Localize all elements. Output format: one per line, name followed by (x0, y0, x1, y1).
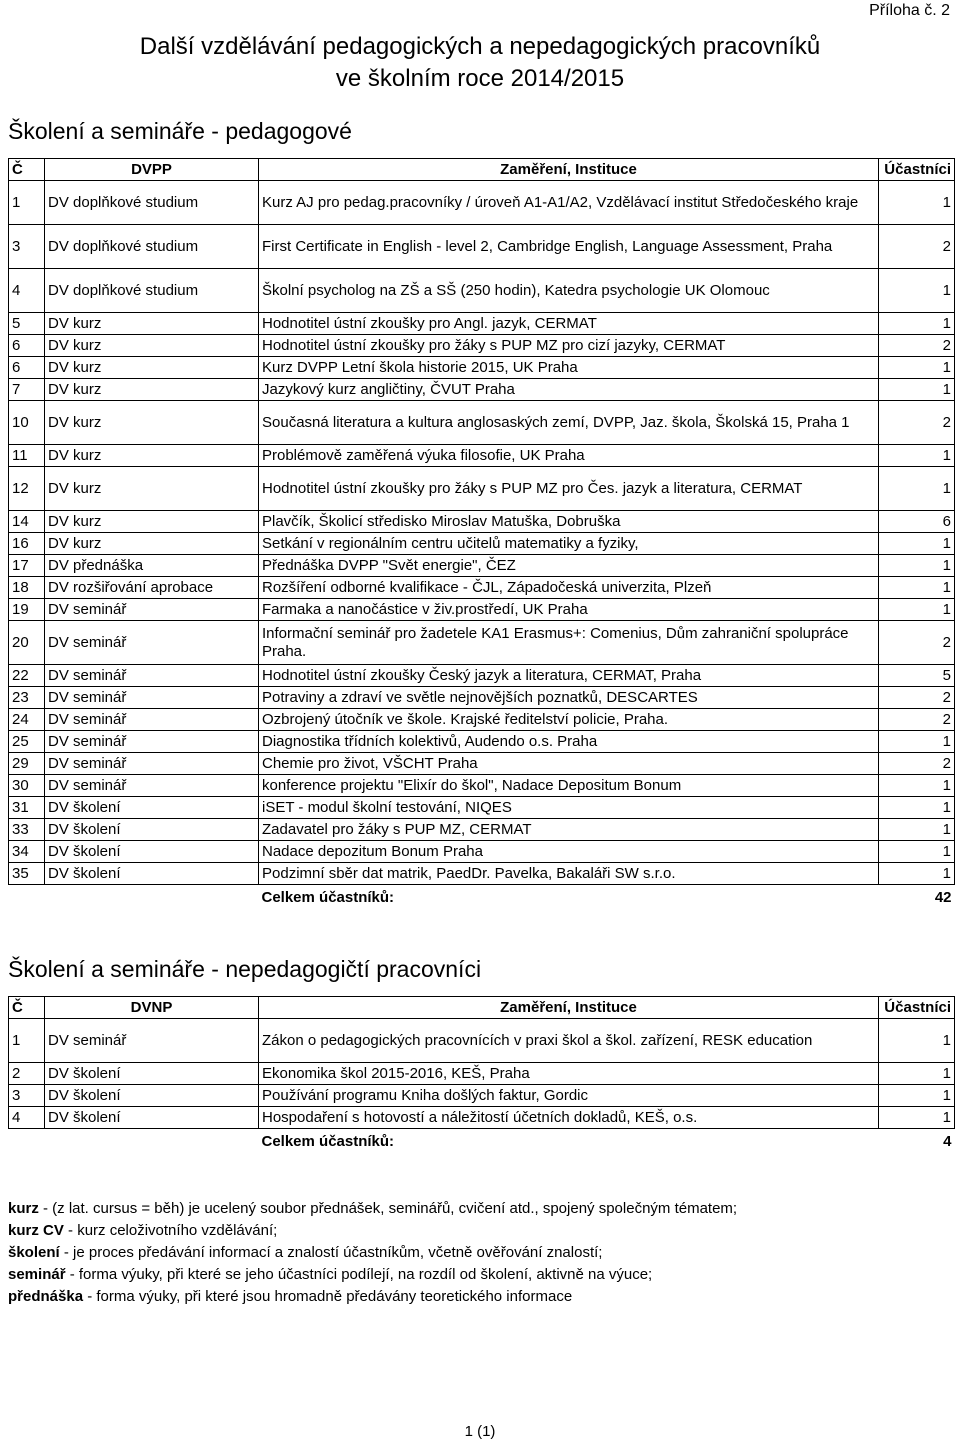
table-row (9, 753, 955, 775)
row-participants: 1 (879, 467, 955, 511)
column-header: Zaměření, Instituce (259, 159, 879, 181)
row-number: 3 (9, 1085, 45, 1107)
row-type: DV školení (45, 841, 259, 863)
legend-item (8, 1200, 737, 1217)
row-participants: 1 (879, 863, 955, 885)
row-type: DV kurz (45, 313, 259, 335)
row-number: 1 (9, 1019, 45, 1063)
row-type: DV seminář (45, 709, 259, 731)
row-number: 33 (9, 819, 45, 841)
table-row (9, 313, 955, 335)
legend-term: přednáška (8, 1288, 84, 1305)
row-number: 7 (9, 379, 45, 401)
row-description: Školní psycholog na ZŠ a SŠ (250 hodin), Katedra psychologie UK Olomouc (259, 269, 879, 313)
legend-text: - kurz celoživotního vzdělávání; (63, 1222, 278, 1239)
row-type: DV rozšiřování aprobace (45, 577, 259, 599)
legend-text: - je proces předávání informací a znalostí účastníkům, včetně ověřování znalostí; (59, 1244, 603, 1261)
row-number: 17 (9, 555, 45, 577)
row-type: DV školení (45, 1063, 259, 1085)
row-type: DV seminář (45, 621, 259, 665)
column-header: Č (9, 159, 45, 181)
row-number: 6 (9, 357, 45, 379)
row-description: Používání programu Kniha došlých faktur, Gordic (259, 1085, 879, 1107)
row-type: DV seminář (45, 731, 259, 753)
row-number: 11 (9, 445, 45, 467)
section-title-non-pedagogues: Školení a semináře - nepedagogičtí pracovníci (8, 956, 482, 982)
row-participants: 1 (879, 577, 955, 599)
table-row (9, 379, 955, 401)
row-description: Setkání v regionálním centru učitelů matematiky a fyziky, (259, 533, 879, 555)
row-type: DV přednáška (45, 555, 259, 577)
column-header: Č (9, 997, 45, 1019)
table-row (9, 533, 955, 555)
row-description: Hodnotitel ústní zkoušky pro žáky s PUP MZ pro cizí jazyky, CERMAT (259, 335, 879, 357)
legend-term: kurz (8, 1200, 39, 1217)
total-value: 42 (934, 888, 952, 906)
row-type: DV kurz (45, 401, 259, 445)
row-description: Plavčík, Školicí středisko Miroslav Matuška, Dobruška (259, 511, 879, 533)
row-participants: 1 (879, 445, 955, 467)
total-row (9, 1129, 955, 1155)
row-participants: 1 (879, 181, 955, 225)
row-description: Informační seminář pro žadetele KA1 Erasmus+: Comenius, Dům zahraniční spolupráce Praha. (259, 621, 879, 665)
row-number: 25 (9, 731, 45, 753)
row-description: Problémově zaměřená výuka filosofie, UK Praha (259, 445, 879, 467)
total-label: Celkem účastníků: (261, 1132, 395, 1150)
total-value: 4 (943, 1132, 952, 1150)
row-participants: 1 (879, 797, 955, 819)
row-participants: 2 (879, 335, 955, 357)
legend-item (8, 1222, 277, 1239)
row-participants: 6 (879, 511, 955, 533)
row-participants: 1 (879, 269, 955, 313)
document-title-line1: Další vzdělávání pedagogických a nepedagogických pracovníků (139, 33, 821, 60)
row-participants: 1 (879, 775, 955, 797)
row-type: DV školení (45, 1107, 259, 1129)
row-type: DV seminář (45, 1019, 259, 1063)
table-row (9, 621, 955, 665)
table-row (9, 1019, 955, 1063)
table-row (9, 819, 955, 841)
row-participants: 2 (879, 621, 955, 665)
row-type: DV kurz (45, 335, 259, 357)
row-type: DV školení (45, 819, 259, 841)
row-description: Ekonomika škol 2015-2016, KEŠ, Praha (259, 1063, 879, 1085)
section-title-pedagogues: Školení a semináře - pedagogové (8, 118, 352, 144)
row-type: DV kurz (45, 357, 259, 379)
row-participants: 1 (879, 555, 955, 577)
row-number: 34 (9, 841, 45, 863)
row-description: iSET - modul školní testování, NIQES (259, 797, 879, 819)
row-number: 10 (9, 401, 45, 445)
row-description: Ozbrojený útočník ve škole. Krajské ředitelství policie, Praha. (259, 709, 879, 731)
legend-item (8, 1266, 652, 1283)
row-type: DV seminář (45, 599, 259, 621)
row-participants: 2 (879, 753, 955, 775)
column-header: Účastníci (879, 159, 955, 181)
row-participants: 1 (879, 357, 955, 379)
table-row (9, 731, 955, 753)
row-number: 2 (9, 1063, 45, 1085)
legend-text: - forma výuky, při které jsou hromadně předávány teoretického informace (83, 1288, 573, 1305)
row-type: DV školení (45, 1085, 259, 1107)
row-number: 31 (9, 797, 45, 819)
table-row (9, 401, 955, 445)
table-row (9, 269, 955, 313)
row-description: Hospodaření s hotovostí a náležitostí účetních dokladů, KEŠ, o.s. (259, 1107, 879, 1129)
row-description: Hodnotitel ústní zkoušky pro žáky s PUP MZ pro Čes. jazyk a literatura, CERMAT (259, 467, 879, 511)
row-type: DV seminář (45, 687, 259, 709)
row-participants: 2 (879, 225, 955, 269)
row-type: DV doplňkové studium (45, 181, 259, 225)
row-participants: 1 (879, 379, 955, 401)
row-number: 16 (9, 533, 45, 555)
row-number: 3 (9, 225, 45, 269)
row-participants: 5 (879, 665, 955, 687)
row-participants: 1 (879, 819, 955, 841)
table-row (9, 1085, 955, 1107)
row-number: 4 (9, 269, 45, 313)
table-row (9, 863, 955, 885)
row-description: Zadavatel pro žáky s PUP MZ, CERMAT (259, 819, 879, 841)
row-number: 22 (9, 665, 45, 687)
legend-item (8, 1244, 602, 1261)
table-row (9, 511, 955, 533)
row-description: Farmaka a nanočástice v živ.prostředí, UK Praha (259, 599, 879, 621)
row-participants: 1 (879, 599, 955, 621)
table-row (9, 335, 955, 357)
row-description: Chemie pro život, VŠCHT Praha (259, 753, 879, 775)
table-row (9, 775, 955, 797)
row-type: DV školení (45, 863, 259, 885)
legend-term: kurz CV (8, 1222, 64, 1239)
table-row (9, 467, 955, 511)
table-header-row (9, 997, 955, 1019)
legend-text: - forma výuky, při které se jeho účastníci podílejí, na rozdíl od školení, aktivně na výuce; (65, 1266, 653, 1283)
row-description: Nadace depozitum Bonum Praha (259, 841, 879, 863)
total-row (9, 885, 955, 911)
table-pedagogues (8, 158, 955, 911)
row-type: DV kurz (45, 379, 259, 401)
row-participants: 1 (879, 533, 955, 555)
row-participants: 2 (879, 401, 955, 445)
row-number: 29 (9, 753, 45, 775)
row-participants: 1 (879, 1107, 955, 1129)
row-description: Jazykový kurz angličtiny, ČVUT Praha (259, 379, 879, 401)
row-number: 4 (9, 1107, 45, 1129)
row-number: 24 (9, 709, 45, 731)
row-participants: 1 (879, 313, 955, 335)
row-description: Současná literatura a kultura anglosaských zemí, DVPP, Jaz. škola, Školská 15, Praha 1 (259, 401, 879, 445)
table-row (9, 1107, 955, 1129)
legend-item (8, 1288, 572, 1305)
table-row (9, 555, 955, 577)
legend-term: seminář (8, 1266, 66, 1283)
row-number: 18 (9, 577, 45, 599)
row-number: 30 (9, 775, 45, 797)
column-header: DVPP (45, 159, 259, 181)
row-type: DV doplňkové studium (45, 225, 259, 269)
row-type: DV kurz (45, 445, 259, 467)
row-description: Kurz AJ pro pedag.pracovníky / úroveň A1-A1/A2, Vzdělávací institut Středočeského kraje (259, 181, 879, 225)
row-description: Potraviny a zdraví ve světle nejnovějších poznatků, DESCARTES (259, 687, 879, 709)
annex-label: Příloha č. 2 (869, 2, 950, 19)
table-row (9, 709, 955, 731)
table-row (9, 841, 955, 863)
row-type: DV kurz (45, 511, 259, 533)
table-row (9, 665, 955, 687)
row-participants: 1 (879, 1019, 955, 1063)
row-description: Kurz DVPP Letní škola historie 2015, UK Praha (259, 357, 879, 379)
column-header: DVNP (45, 997, 259, 1019)
legend-text: - (z lat. cursus = běh) je ucelený soubor přednášek, seminářů, cvičení atd., spojený společným tématem; (38, 1200, 738, 1217)
table-row (9, 181, 955, 225)
legend-term: školení (8, 1244, 60, 1261)
row-description: First Certificate in English - level 2, Cambridge English, Language Assessment, Praha (259, 225, 879, 269)
table-row (9, 225, 955, 269)
row-participants: 1 (879, 731, 955, 753)
table-non-pedagogues (8, 996, 955, 1155)
table-row (9, 687, 955, 709)
row-type: DV kurz (45, 533, 259, 555)
row-type: DV doplňkové studium (45, 269, 259, 313)
table-row (9, 445, 955, 467)
row-type: DV školení (45, 797, 259, 819)
row-description: Hodnotitel ústní zkoušky Český jazyk a literatura, CERMAT, Praha (259, 665, 879, 687)
row-participants: 1 (879, 1063, 955, 1085)
row-type: DV seminář (45, 665, 259, 687)
total-label: Celkem účastníků: (261, 888, 395, 906)
row-participants: 1 (879, 841, 955, 863)
row-description: Zákon o pedagogických pracovnících v praxi škol a škol. zařízení, RESK education (259, 1019, 879, 1063)
table-row (9, 577, 955, 599)
row-number: 14 (9, 511, 45, 533)
table-row (9, 599, 955, 621)
table-header-row (9, 159, 955, 181)
table-row (9, 1063, 955, 1085)
row-description: Podzimní sběr dat matrik, PaedDr. Pavelka, Bakaláři SW s.r.o. (259, 863, 879, 885)
row-description: Hodnotitel ústní zkoušky pro Angl. jazyk, CERMAT (259, 313, 879, 335)
row-type: DV seminář (45, 753, 259, 775)
page-number: 1 (1) (464, 1423, 496, 1440)
row-number: 6 (9, 335, 45, 357)
document-title-line2: ve školním roce 2014/2015 (335, 65, 625, 92)
row-description: Rozšíření odborné kvalifikace - ČJL, Západočeská univerzita, Plzeň (259, 577, 879, 599)
row-number: 23 (9, 687, 45, 709)
row-number: 19 (9, 599, 45, 621)
row-type: DV seminář (45, 775, 259, 797)
row-description: konference projektu "Elixír do škol", Nadace Depositum Bonum (259, 775, 879, 797)
row-description: Diagnostika třídních kolektivů, Audendo o.s. Praha (259, 731, 879, 753)
row-number: 12 (9, 467, 45, 511)
table-row (9, 357, 955, 379)
table-row (9, 797, 955, 819)
row-number: 5 (9, 313, 45, 335)
row-participants: 1 (879, 1085, 955, 1107)
column-header: Účastníci (879, 997, 955, 1019)
row-description: Přednáška DVPP "Svět energie", ČEZ (259, 555, 879, 577)
row-participants: 2 (879, 709, 955, 731)
row-number: 20 (9, 621, 45, 665)
column-header: Zaměření, Instituce (259, 997, 879, 1019)
row-participants: 2 (879, 687, 955, 709)
row-number: 35 (9, 863, 45, 885)
row-type: DV kurz (45, 467, 259, 511)
row-number: 1 (9, 181, 45, 225)
